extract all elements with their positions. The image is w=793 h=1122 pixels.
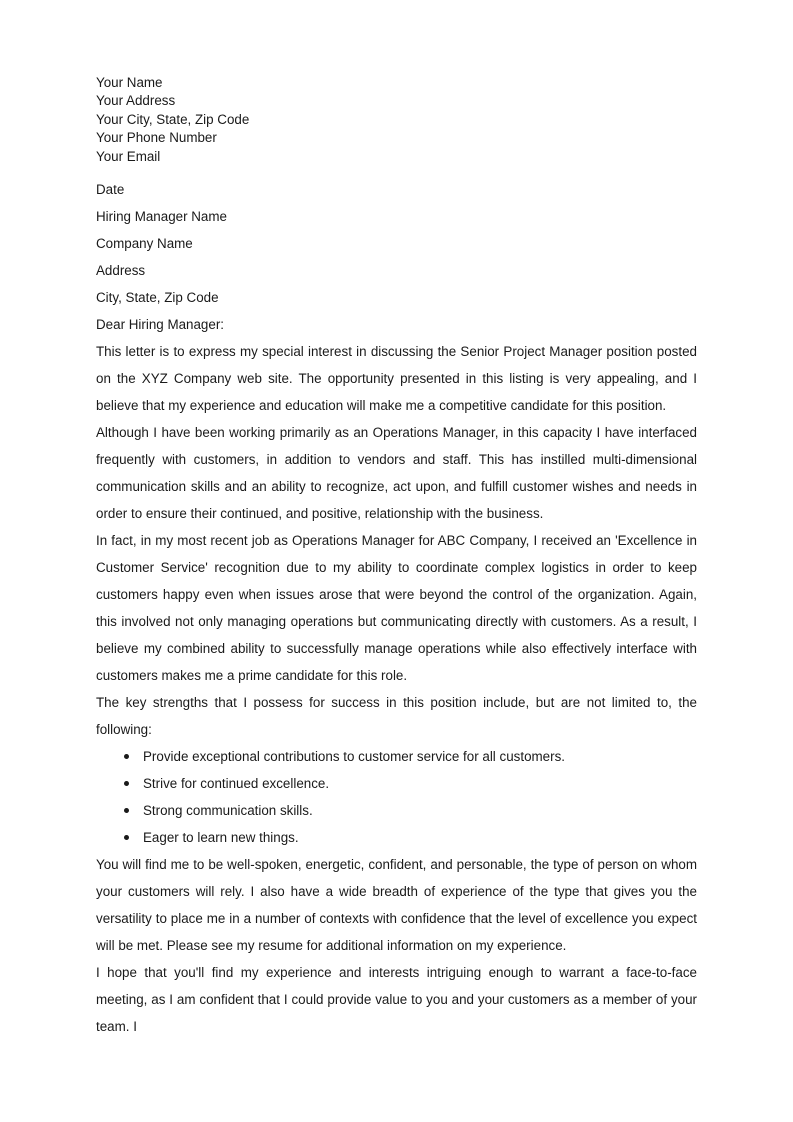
- recipient-address: Address: [96, 263, 146, 279]
- list-item-text: Strive for continued excellence.: [143, 776, 330, 792]
- bullet-icon: [124, 754, 129, 759]
- closing-paragraph: I hope that you'll find my experience and interests intriguing enough to warrant a face-to-face meeting, as I am confident that I could provide value to you and your customers as a member of your team. I: [96, 965, 697, 1035]
- letter-date: Date: [96, 182, 125, 198]
- recipient-block: [96, 176, 697, 338]
- sender-city-state-zip: Your City, State, Zip Code: [96, 111, 250, 127]
- closing-paragraph: You will find me to be well-spoken, energetic, confident, and personable, the type of person on whom your customers will rely. I also have a wide breadth of experience of the type that gives you the versatility to place me in a number of contexts with confidence that the level of excellence you expect will be met. Please see my resume for additional information on my experience.: [96, 857, 697, 954]
- sender-phone: Your Phone Number: [96, 130, 217, 146]
- list-item-text: Eager to learn new things.: [143, 830, 299, 846]
- list-item: [96, 743, 697, 770]
- list-item: [96, 797, 697, 824]
- recipient-manager-name: Hiring Manager Name: [96, 209, 227, 225]
- letter-page: [96, 74, 697, 1040]
- list-item-text: Provide exceptional contributions to customer service for all customers.: [143, 749, 565, 765]
- body-paragraph: This letter is to express my special interest in discussing the Senior Project Manager position posted on the XYZ Company web site. The opportunity presented in this listing is very appealing, and I believe that my experience and education will make me a competitive candidate for this position.: [96, 344, 697, 414]
- sender-name: Your Name: [96, 75, 163, 90]
- recipient-city-state-zip: City, State, Zip Code: [96, 290, 219, 306]
- salutation: Dear Hiring Manager:: [96, 317, 225, 333]
- list-item: [96, 770, 697, 797]
- body-paragraph: Although I have been working primarily as an Operations Manager, in this capacity I have interfaced frequently with customers, in addition to vendors and staff. This has instilled multi-dimensional communication skills and an ability to recognize, act upon, and fulfill customer wishes and needs in order to ensure their continued, and positive, relationship with the business.: [96, 425, 697, 522]
- bullet-icon: [124, 781, 129, 786]
- bullet-icon: [124, 808, 129, 813]
- body-paragraph: In fact, in my most recent job as Operations Manager for ABC Company, I received an 'Excellence in Customer Service' recognition due to my ability to coordinate complex logistics in order to keep customers happy even when issues arose that were beyond the control of the organization. Again, this involved not only managing operations but communicating directly with customers. As a result, I believe my combined ability to successfully manage operations while also effectively interface with customers makes me a prime candidate for this role.: [96, 533, 697, 684]
- sender-email: Your Email: [96, 148, 161, 164]
- sender-address: Your Address: [96, 93, 176, 109]
- sender-block: [96, 74, 697, 166]
- recipient-company-name: Company Name: [96, 236, 193, 252]
- list-item: [96, 824, 697, 851]
- strengths-list: [96, 743, 697, 851]
- body-paragraph: The key strengths that I possess for success in this position include, but are not limited to, the following:: [96, 695, 697, 738]
- list-item-text: Strong communication skills.: [143, 803, 313, 819]
- bullet-icon: [124, 835, 129, 840]
